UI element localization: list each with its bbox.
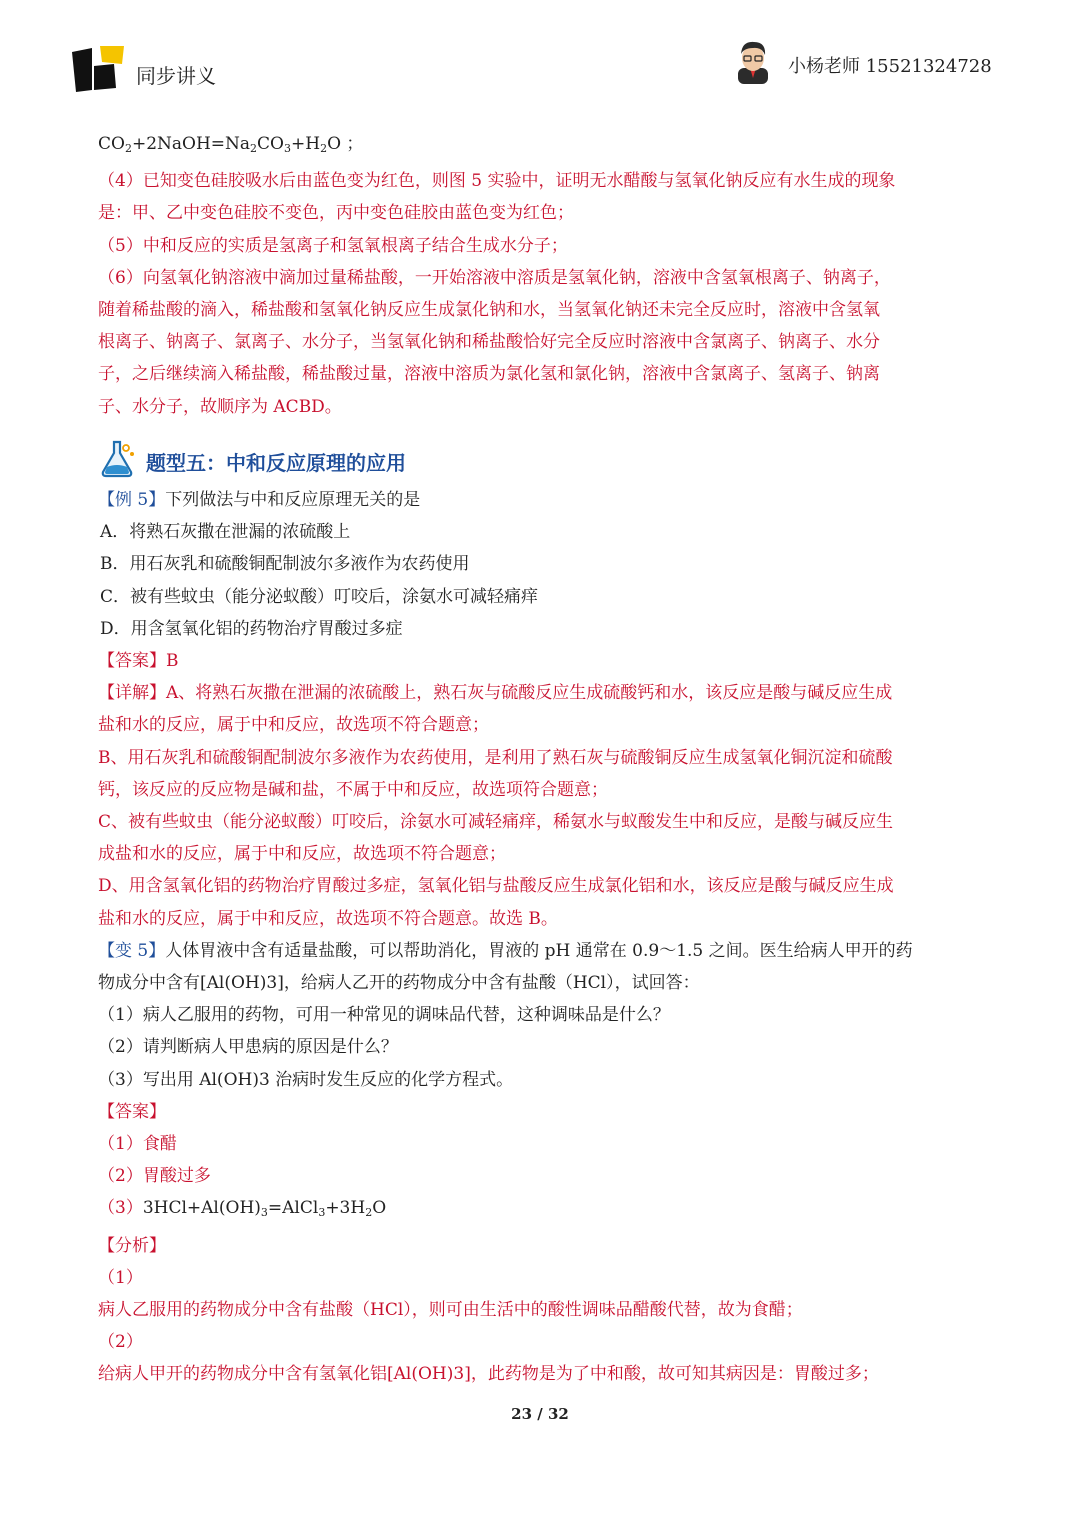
analysis-line: （2）	[98, 1332, 143, 1353]
example-tag: 【例 5】	[98, 490, 166, 510]
brand-logo-icon	[70, 44, 126, 94]
teacher-avatar-icon	[732, 38, 774, 84]
detail-text: A、将熟石灰撒在泄漏的浓硫酸上，熟石灰与硫酸反应生成硫酸钙和水，该反应是酸与碱反应生成	[166, 683, 893, 704]
variant-question	[98, 935, 984, 967]
variant-tag: 【变 5】	[98, 940, 166, 961]
analysis-tag: 【分析】	[98, 1235, 166, 1256]
analysis-line: 给病人甲开的药物成分中含有氢氧化铝[Al(OH)3]，此药物是为了中和酸，故可知其病因是：胃酸过多；	[98, 1364, 879, 1385]
variant-subquestion: （2）请判断病人甲患病的原因是什么？	[98, 1037, 398, 1058]
section-title: 题型五：中和反应原理的应用	[146, 451, 406, 475]
detail-line: B、用石灰乳和硫酸铜配制波尔多液作为农药使用，是利用了熟石灰与硫酸铜反应生成氢氧化铜沉淀和硫酸	[98, 747, 893, 768]
option-d: D．用含氢氧化铝的药物治疗胃酸过多症	[100, 618, 403, 639]
answer3-prefix: （3）	[98, 1198, 143, 1219]
example-answer	[98, 645, 984, 677]
detail-line	[98, 677, 984, 709]
answer-tag: 【答案】	[98, 651, 166, 672]
example-question-text: 下列做法与中和反应原理无关的是	[165, 490, 421, 510]
analysis-line: （1）	[98, 1267, 143, 1288]
answer-value: B	[166, 651, 179, 672]
solution-line: 根离子、钠离子、氯离子、水分子，当氢氧化钠和稀盐酸恰好完全反应时溶液中含氯离子、钠离子、水分	[98, 332, 880, 353]
variant-answer-equation	[98, 1192, 984, 1229]
variant-answer: （1）食醋	[98, 1134, 177, 1155]
example-question	[98, 484, 984, 516]
detail-line: C、被有些蚊虫（能分泌蚁酸）叮咬后，涂氨水可减轻痛痒，稀氨水与蚁酸发生中和反应，是酸与碱反应生	[98, 812, 894, 833]
detail-line: 盐和水的反应，属于中和反应，故选项不符合题意。故选 B。	[98, 908, 558, 929]
detail-line: 钙，该反应的反应物是碱和盐，不属于中和反应，故选项符合题意；	[98, 779, 608, 800]
variant-subquestion: （1）病人乙服用的药物，可用一种常见的调味品代替，这种调味品是什么？	[98, 1005, 670, 1026]
section-heading	[96, 437, 696, 483]
page-number: 23 / 32	[511, 1405, 569, 1423]
variant-question-line2: 物成分中含有[Al(OH)3]，给病人乙开的药物成分中含有盐酸（HCl），试回答：	[98, 973, 700, 994]
solution-line: 是：甲、乙中变色硅胶不变色，丙中变色硅胶由蓝色变为红色；	[98, 203, 574, 224]
option-b: B．用石灰乳和硫酸铜配制波尔多液作为农药使用	[100, 554, 470, 575]
option-c: C．被有些蚊虫（能分泌蚁酸）叮咬后，涂氨水可减轻痛痒	[100, 586, 539, 607]
teacher-contact: 小杨老师 15521324728	[788, 56, 992, 77]
variant-subquestion: （3）写出用 Al(OH)3 治病时发生反应的化学方程式。	[98, 1069, 514, 1090]
solution-line: 子，之后继续滴入稀盐酸，稀盐酸过量，溶液中溶质为氯化氢和氯化钠，溶液中含氯离子、氢离子、钠离	[98, 364, 880, 385]
solution-line: 随着稀盐酸的滴入，稀盐酸和氢氧化钠反应生成氯化钠和水，当氢氧化钠还未完全反应时，溶液中含氢氧	[98, 300, 880, 321]
solution-line: （6）向氢氧化钠溶液中滴加过量稀盐酸，一开始溶液中溶质是氢氧化钠，溶液中含氢氧根离子、钠离子，	[98, 267, 891, 288]
solution-line: （4）已知变色硅胶吸水后由蓝色变为红色，则图 5 实验中，证明无水醋酸与氢氧化钠反应有水生成的现象	[98, 171, 896, 192]
solution-line: 子、水分子，故顺序为 ACBD。	[98, 396, 342, 417]
example-block	[98, 484, 984, 1391]
variant-answer-tag: 【答案】	[98, 1101, 166, 1122]
flask-icon	[96, 439, 138, 479]
option-a: A．将熟石灰撒在泄漏的浓硫酸上	[100, 522, 351, 543]
brand-name: 同步讲义	[136, 64, 216, 88]
analysis-line: 病人乙服用的药物成分中含有盐酸（HCl），则可由生活中的酸性调味品醋酸代替，故为食醋；	[98, 1300, 803, 1321]
al-oh-equation: $3HCl+Al(OH)_3=AlCl_3+3H_2O$	[142, 1198, 387, 1220]
variant-answer: （2）胃酸过多	[98, 1166, 211, 1187]
variant-text: 人体胃液中含有适量盐酸，可以帮助消化，胃液的 pH 通常在 0.9～1.5 之间。医生给病人甲开的药	[165, 940, 913, 961]
page-header	[0, 0, 1080, 110]
equation-co2-naoh: $CO_2+2NaOH=Na_2CO_3+H_2O$ ；	[98, 134, 364, 155]
detail-line: 盐和水的反应，属于中和反应，故选项不符合题意；	[98, 715, 489, 736]
top-content	[98, 128, 984, 423]
detail-line: 成盐和水的反应，属于中和反应，故选项不符合题意；	[98, 844, 506, 865]
solution-line: （5）中和反应的实质是氢离子和氢氧根离子结合生成水分子；	[98, 235, 568, 256]
detail-tag: 【详解】	[98, 683, 166, 704]
detail-line: D、用含氢氧化铝的药物治疗胃酸过多症，氢氧化铝与盐酸反应生成氯化铝和水，该反应是酸与碱反应生成	[98, 876, 894, 897]
